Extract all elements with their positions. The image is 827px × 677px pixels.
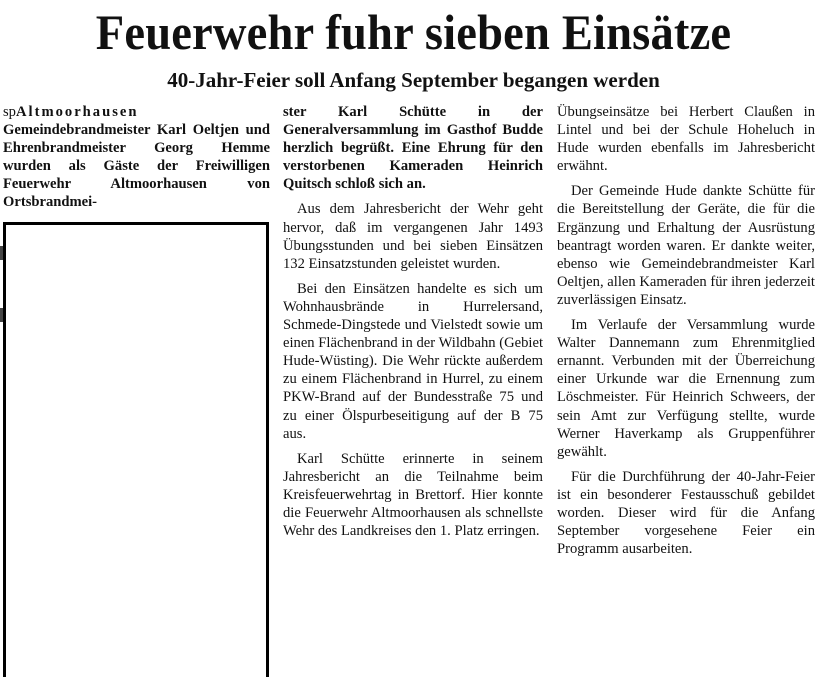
body-paragraph: Karl Schütte erinnerte in seinem Jahresbericht an die Teilnahme beim Kreisfeuerwehrtag in Brettorf. Hier konnte die Feuerwehr Altmoorhausen als schnellste Wehr des Landkreises den 1. Platz erringen. [283, 450, 543, 540]
subheadline: 40-Jahr-Feier soll Anfang September begangen werden [167, 68, 660, 92]
body-paragraph: Aus dem Jahresbericht der Wehr geht hervor, daß im vergangenen Jahr 1493 Übungsstunden und bei sieben Einsätzen 132 Einsatzstunden geleistet wurden. [283, 201, 543, 272]
column-2 [283, 103, 543, 547]
dateline-place: Altmoorhausen [15, 104, 139, 120]
headline: Feuerwehr fuhr sieben Einsätze [95, 4, 732, 60]
body-paragraph: Für die Durchführung der 40-Jahr-Feier ist ein besonderer Festausschuß gebildet worden. Dieser wird für die Anfang September vorgesehene Feier ein Programm ausarbeiten. [557, 468, 815, 558]
column-1 [3, 103, 270, 219]
body-paragraph: Der Gemeinde Hude dankte Schütte für die Bereitstellung der Geräte, die für die Ergänzung und Erhaltung der Ausrüstung beantragt worden waren. Er dankte weiter, ebenso wie Gemeindebrandmeister Karl Oeltjen, allen Kameraden für ihren jederzeit zuverlässigen Einsatz. [557, 183, 815, 308]
column-3 [557, 103, 815, 565]
intro-text-part1: Gemeindebrandmeister Karl Oeltjen und Ehrenbrandmeister Georg Hemme wurden als Gäste der Freiwilligen Feuerwehr Altmoorhausen von Ortsbrandmei- [3, 122, 270, 211]
body-paragraph: Im Verlaufe der Versammlung wurde Walter Dannemann zum Ehrenmitglied ernannt. Verbunden mit der Überreichung einer Urkunde war die Ernennung zum Löschmeister. Für Heinrich Schweers, der sein Amt zur Verfügung stellte, wurde Werner Haverkamp als Gruppenführer gewählt. [557, 317, 815, 460]
body-paragraph: Bei den Einsätzen handelte es sich um Wohnhausbrände in Hurrelersand, Schmede-Dingstede und Vielstedt sowie um einen Flächenbrand in der Wildbahn (Gebiet Hude-Wüsting). Die Wehr rückte außerdem zu einem Flächenbrand in Hurrel, zu einem PKW-Brand auf der Bundesstraße 75 und zu einer Ölspurbeseitigung auf der B 75 aus. [283, 280, 543, 442]
photo-placeholder [3, 222, 269, 677]
edge-mark [0, 308, 3, 322]
body-paragraph: Übungseinsätze bei Herbert Claußen in Lintel und bei der Schule Hoheluch in Hude wurden ebenfalls im Jahresbericht erwähnt. [557, 104, 815, 175]
dateline: sp [3, 104, 16, 120]
intro-paragraph [3, 103, 270, 212]
edge-mark [0, 246, 3, 260]
intro-text-continued: ster Karl Schütte in der Generalversammlung im Gasthof Budde herzlich begrüßt. Eine Ehrung für den verstorbenen Kameraden Heinrich Quitsch schloß sich an. [283, 104, 543, 193]
